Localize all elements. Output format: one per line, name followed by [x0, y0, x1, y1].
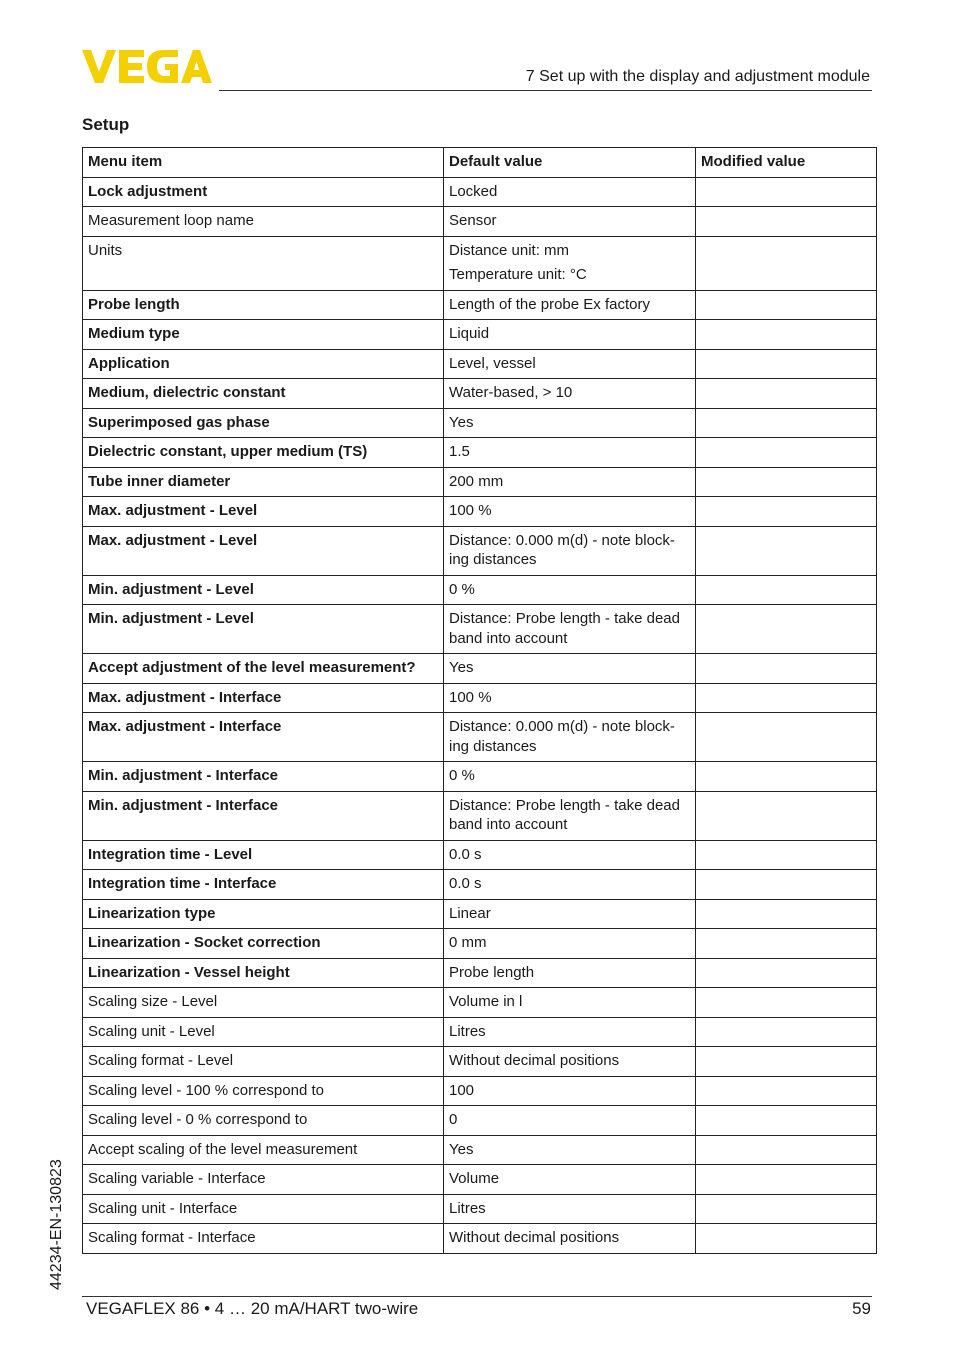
table-row [83, 605, 877, 654]
modified-value-cell[interactable] [696, 762, 877, 792]
default-value-cell [444, 207, 696, 237]
menu-item-cell: Medium type [83, 320, 444, 350]
table-row [83, 840, 877, 870]
default-value-line: Distance unit: mm [449, 241, 570, 259]
modified-value-cell[interactable] [696, 654, 877, 684]
default-value-line: Without decimal positions [449, 1052, 620, 1069]
table-row [83, 575, 877, 605]
default-value-cell [444, 791, 696, 840]
modified-value-cell[interactable] [696, 899, 877, 929]
default-value-line: Litres [449, 1022, 486, 1040]
modified-value-cell[interactable] [696, 988, 877, 1018]
default-value-line: Volume [449, 1170, 500, 1187]
menu-item-cell: Linearization - Socket correction [83, 929, 444, 959]
modified-value-cell[interactable] [696, 236, 877, 290]
default-value-cell [444, 1135, 696, 1165]
modified-value-cell[interactable] [696, 1017, 877, 1047]
menu-item-cell: Min. adjustment - Interface [83, 791, 444, 840]
default-value-line: Probe length [449, 963, 535, 981]
menu-item-cell: Dielectric constant, upper medium (TS) [83, 438, 444, 468]
default-value-cell [444, 958, 696, 988]
default-value-line: 100 % [449, 688, 492, 706]
default-value-cell [444, 177, 696, 207]
menu-item-cell: Integration time - Interface [83, 870, 444, 900]
table-row [83, 1076, 877, 1106]
default-value-line: 200 mm [449, 472, 504, 490]
table-row [83, 791, 877, 840]
table-row [83, 1135, 877, 1165]
menu-item-cell: Linearization type [83, 899, 444, 929]
default-value-line: Yes [449, 1140, 474, 1158]
default-value-cell [444, 713, 696, 762]
default-value-cell [444, 379, 696, 409]
default-value-line: Length of the probe Ex factory [449, 295, 650, 313]
default-value-line: 0 % [449, 580, 475, 598]
default-value-line: Liquid [449, 325, 490, 342]
table-row [83, 349, 877, 379]
default-value-line: 0 [449, 1111, 458, 1128]
table-row [83, 713, 877, 762]
table-body [83, 177, 877, 1253]
modified-value-cell[interactable] [696, 791, 877, 840]
document-number: 44234-EN-130823 [48, 1159, 65, 1290]
modified-value-cell[interactable] [696, 526, 877, 575]
menu-item-cell: Accept scaling of the level measurement [83, 1135, 444, 1165]
default-value-line: 0.0 s [449, 845, 482, 863]
table-row [83, 1194, 877, 1224]
modified-value-cell[interactable] [696, 497, 877, 527]
modified-value-cell[interactable] [696, 713, 877, 762]
default-value-cell [444, 1165, 696, 1195]
menu-item-cell: Min. adjustment - Interface [83, 762, 444, 792]
default-value-line: Level, vessel [449, 354, 536, 372]
default-value-cell [444, 526, 696, 575]
modified-value-cell[interactable] [696, 605, 877, 654]
default-value-cell [444, 654, 696, 684]
default-value-cell [444, 236, 696, 290]
default-value-cell [444, 840, 696, 870]
default-value-line: 100 [449, 1081, 475, 1099]
default-value-cell [444, 605, 696, 654]
modified-value-cell[interactable] [696, 349, 877, 379]
default-value-line: Yes [449, 413, 474, 431]
default-value-line: Without decimal positions [449, 1229, 620, 1246]
menu-item-cell: Max. adjustment - Interface [83, 683, 444, 713]
menu-item-cell: Max. adjustment - Level [83, 497, 444, 527]
modified-value-cell[interactable] [696, 1224, 877, 1254]
menu-item-cell: Medium, dielectric constant [83, 379, 444, 409]
table-row [83, 379, 877, 409]
menu-item-cell: Max. adjustment - Level [83, 526, 444, 575]
table-row [83, 497, 877, 527]
menu-item-cell: Tube inner diameter [83, 467, 444, 497]
table-row [83, 438, 877, 468]
menu-item-cell: Max. adjustment - Interface [83, 713, 444, 762]
table-row [83, 207, 877, 237]
table-row [83, 290, 877, 320]
default-value-line: 1.5 [449, 443, 470, 460]
default-value-cell [444, 683, 696, 713]
default-value-cell [444, 988, 696, 1018]
default-value-cell [444, 1047, 696, 1077]
default-value-cell [444, 408, 696, 438]
menu-item-cell: Accept adjustment of the level measurement? [83, 654, 444, 684]
table-row [83, 958, 877, 988]
table-row [83, 526, 877, 575]
modified-value-cell[interactable] [696, 929, 877, 959]
default-value-cell [444, 497, 696, 527]
default-value-line: 0 % [449, 767, 475, 784]
menu-item-cell: Scaling level - 100 % correspond to [83, 1076, 444, 1106]
table-row [83, 467, 877, 497]
default-value-line: Sensor [449, 212, 497, 229]
header-rule [219, 90, 872, 91]
default-value-cell [444, 575, 696, 605]
modified-value-cell[interactable] [696, 575, 877, 605]
chapter-title: 7 Set up with the display and adjustment module [525, 68, 870, 85]
section-title: Setup [82, 115, 130, 134]
menu-item-cell: Probe length [83, 290, 444, 320]
menu-item-cell: Integration time - Level [83, 840, 444, 870]
default-value-line: Litres [449, 1199, 486, 1217]
default-value-line: Distance: Probe length - take dead band into account [449, 796, 680, 833]
default-value-line: Locked [449, 182, 498, 200]
menu-item-cell: Lock adjustment [83, 177, 444, 207]
setup-table [82, 147, 877, 1254]
menu-item-cell: Scaling format - Level [83, 1047, 444, 1077]
menu-item-cell: Scaling variable - Interface [83, 1165, 444, 1195]
modified-value-cell[interactable] [696, 438, 877, 468]
menu-item-cell: Linearization - Vessel height [83, 958, 444, 988]
modified-value-cell[interactable] [696, 1076, 877, 1106]
modified-value-cell[interactable] [696, 467, 877, 497]
default-value-line: Water-based, > 10 [449, 384, 573, 401]
default-value-line: 100 % [449, 502, 492, 519]
menu-item-cell: Application [83, 349, 444, 379]
default-value-cell [444, 870, 696, 900]
menu-item-cell: Scaling unit - Level [83, 1017, 444, 1047]
page-number: 59 [852, 1299, 871, 1318]
column-header-menu-item: Menu item [83, 148, 444, 178]
menu-item-cell: Scaling level - 0 % correspond to [83, 1106, 444, 1136]
column-header-default-value: Default value [444, 148, 696, 178]
table-row [83, 177, 877, 207]
modified-value-cell[interactable] [696, 1106, 877, 1136]
table-row [83, 988, 877, 1018]
modified-value-cell[interactable] [696, 177, 877, 207]
default-value-line: Temperature unit: °C [449, 266, 587, 283]
table-row [83, 683, 877, 713]
modified-value-cell[interactable] [696, 1165, 877, 1195]
table-row [83, 1047, 877, 1077]
modified-value-cell[interactable] [696, 320, 877, 350]
table-row [83, 1017, 877, 1047]
table-header-row [83, 148, 877, 178]
modified-value-cell[interactable] [696, 290, 877, 320]
default-value-cell [444, 929, 696, 959]
table-row [83, 870, 877, 900]
default-value-line: Distance: 0.000 m(d) - note block-ing distances [449, 718, 675, 755]
default-value-cell [444, 349, 696, 379]
default-value-cell [444, 320, 696, 350]
table-row [83, 1165, 877, 1195]
default-value-cell [444, 1017, 696, 1047]
default-value-cell [444, 290, 696, 320]
modified-value-cell[interactable] [696, 1047, 877, 1077]
menu-item-cell: Min. adjustment - Level [83, 605, 444, 654]
table-row [83, 899, 877, 929]
table-row [83, 236, 877, 290]
table-row [83, 320, 877, 350]
table-row [83, 929, 877, 959]
table-row [83, 1224, 877, 1254]
footer-product: VEGAFLEX 86 • 4 … 20 mA/HART two-wire [86, 1299, 419, 1318]
table-row [83, 762, 877, 792]
modified-value-cell[interactable] [696, 683, 877, 713]
modified-value-cell[interactable] [696, 1135, 877, 1165]
footer-rule [82, 1296, 872, 1297]
default-value-cell [444, 467, 696, 497]
default-value-line: Linear [449, 904, 491, 922]
default-value-cell [444, 1106, 696, 1136]
menu-item-cell: Scaling unit - Interface [83, 1194, 444, 1224]
default-value-line: Distance: 0.000 m(d) - note block-ing distances [449, 531, 675, 568]
table-row [83, 1106, 877, 1136]
modified-value-cell[interactable] [696, 840, 877, 870]
default-value-line: Yes [449, 659, 474, 676]
default-value-line: Distance: Probe length - take dead band into account [449, 610, 680, 647]
menu-item-cell: Units [83, 236, 444, 290]
menu-item-cell: Scaling format - Interface [83, 1224, 444, 1254]
modified-value-cell[interactable] [696, 408, 877, 438]
default-value-cell [444, 1224, 696, 1254]
modified-value-cell[interactable] [696, 870, 877, 900]
modified-value-cell[interactable] [696, 958, 877, 988]
default-value-cell [444, 1194, 696, 1224]
table-row [83, 654, 877, 684]
vega-logo [82, 50, 212, 84]
default-value-line: Volume in l [449, 993, 523, 1010]
default-value-cell [444, 1076, 696, 1106]
modified-value-cell[interactable] [696, 1194, 877, 1224]
default-value-line: 0 mm [449, 934, 487, 951]
menu-item-cell: Scaling size - Level [83, 988, 444, 1018]
menu-item-cell: Measurement loop name [83, 207, 444, 237]
menu-item-cell: Superimposed gas phase [83, 408, 444, 438]
modified-value-cell[interactable] [696, 207, 877, 237]
default-value-cell [444, 899, 696, 929]
default-value-line: 0.0 s [449, 875, 482, 892]
table-row [83, 408, 877, 438]
column-header-modified-value: Modified value [696, 148, 877, 178]
modified-value-cell[interactable] [696, 379, 877, 409]
default-value-cell [444, 438, 696, 468]
menu-item-cell: Min. adjustment - Level [83, 575, 444, 605]
default-value-cell [444, 762, 696, 792]
